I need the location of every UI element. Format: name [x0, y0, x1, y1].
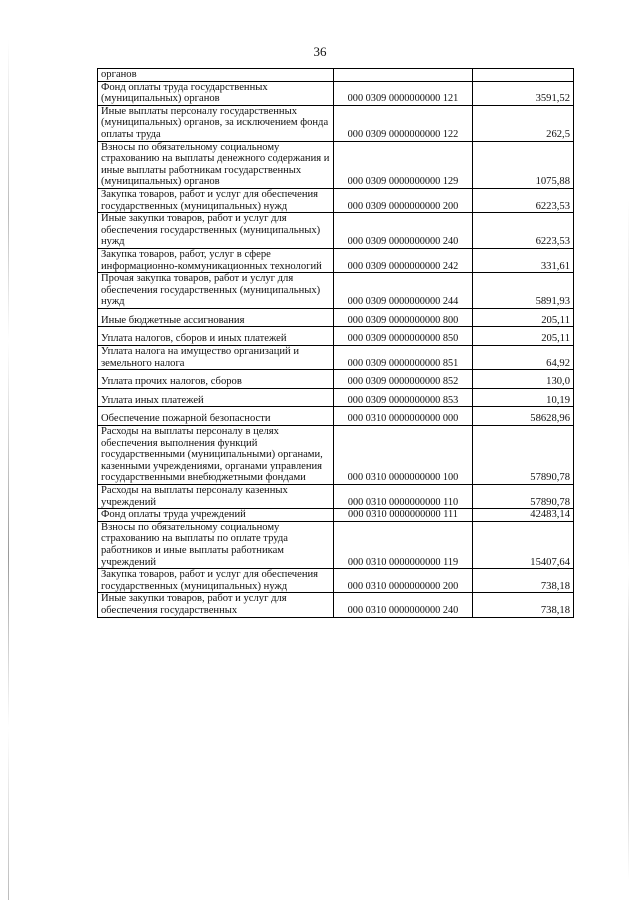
row-sum-cell: 6223,53 — [473, 213, 574, 249]
row-code-cell: 000 0309 0000000000 850 — [334, 327, 473, 346]
table-row — [98, 509, 574, 522]
table-row — [98, 569, 574, 593]
table-row — [98, 388, 574, 407]
table-row — [98, 308, 574, 327]
table-row — [98, 593, 574, 617]
page-number: 36 — [313, 44, 327, 59]
row-name-cell: Уплата иных платежей — [98, 388, 334, 407]
row-code-cell: 000 0309 0000000000 200 — [334, 188, 473, 212]
row-sum-cell: 3591,52 — [473, 81, 574, 105]
row-code-cell: 000 0310 0000000000 240 — [334, 593, 473, 617]
table-row — [98, 188, 574, 212]
table-row — [98, 485, 574, 509]
row-sum-cell: 205,11 — [473, 308, 574, 327]
row-code-cell: 000 0309 0000000000 121 — [334, 81, 473, 105]
row-sum-cell: 15407,64 — [473, 521, 574, 568]
row-sum-cell: 130,0 — [473, 370, 574, 389]
row-sum-cell — [473, 69, 574, 82]
row-sum-cell: 10,19 — [473, 388, 574, 407]
table-row — [98, 521, 574, 568]
row-name-cell: органов — [98, 69, 334, 82]
row-name-cell: Иные выплаты персоналу государственных (муниципальных) органов, за исключением фонда оплаты труда — [98, 105, 334, 141]
row-name-cell: Уплата прочих налогов, сборов — [98, 370, 334, 389]
table-row — [98, 407, 574, 426]
table-row — [98, 273, 574, 309]
row-name-cell: Взносы по обязательному социальному страхованию на выплаты по оплате труда работников и иные выплаты работникам учреждений — [98, 521, 334, 568]
row-code-cell: 000 0310 0000000000 119 — [334, 521, 473, 568]
row-name-cell: Фонд оплаты труда государственных (муниципальных) органов — [98, 81, 334, 105]
row-sum-cell: 6223,53 — [473, 188, 574, 212]
row-code-cell: 000 0310 0000000000 110 — [334, 485, 473, 509]
row-name-cell: Иные закупки товаров, работ и услуг для обеспечения государственных (муниципальных) нужд — [98, 213, 334, 249]
row-sum-cell: 1075,88 — [473, 141, 574, 188]
row-code-cell: 000 0309 0000000000 240 — [334, 213, 473, 249]
row-code-cell: 000 0310 0000000000 100 — [334, 426, 473, 485]
row-sum-cell: 57890,78 — [473, 485, 574, 509]
row-code-cell: 000 0309 0000000000 242 — [334, 248, 473, 272]
table-row — [98, 141, 574, 188]
scan-edge-mark-right — [628, 200, 629, 880]
scan-edge-mark-left — [8, 40, 9, 900]
row-code-cell: 000 0310 0000000000 111 — [334, 509, 473, 522]
row-sum-cell: 5891,93 — [473, 273, 574, 309]
row-name-cell: Фонд оплаты труда учреждений — [98, 509, 334, 522]
row-name-cell: Обеспечение пожарной безопасности — [98, 407, 334, 426]
row-name-cell: Прочая закупка товаров, работ и услуг для обеспечения государственных (муниципальных) нужд — [98, 273, 334, 309]
table-row — [98, 81, 574, 105]
row-code-cell: 000 0309 0000000000 122 — [334, 105, 473, 141]
row-sum-cell: 64,92 — [473, 346, 574, 370]
table-row — [98, 213, 574, 249]
row-code-cell: 000 0310 0000000000 200 — [334, 569, 473, 593]
table-row — [98, 327, 574, 346]
row-name-cell: Иные закупки товаров, работ и услуг для обеспечения государственных — [98, 593, 334, 617]
table-row — [98, 370, 574, 389]
row-sum-cell: 57890,78 — [473, 426, 574, 485]
row-code-cell — [334, 69, 473, 82]
row-code-cell: 000 0310 0000000000 000 — [334, 407, 473, 426]
row-name-cell: Закупка товаров, работ и услуг для обеспечения государственных (муниципальных) нужд — [98, 569, 334, 593]
row-code-cell: 000 0309 0000000000 853 — [334, 388, 473, 407]
row-name-cell: Закупка товаров, работ, услуг в сфере информационно-коммуникационных технологий — [98, 248, 334, 272]
table-row — [98, 105, 574, 141]
row-code-cell: 000 0309 0000000000 800 — [334, 308, 473, 327]
budget-table-body — [98, 69, 574, 618]
row-sum-cell: 58628,96 — [473, 407, 574, 426]
row-name-cell: Закупка товаров, работ и услуг для обеспечения государственных (муниципальных) нужд — [98, 188, 334, 212]
table-row — [98, 426, 574, 485]
row-name-cell: Расходы на выплаты персоналу казенных учреждений — [98, 485, 334, 509]
row-name-cell: Иные бюджетные ассигнования — [98, 308, 334, 327]
row-code-cell: 000 0309 0000000000 129 — [334, 141, 473, 188]
table-row — [98, 69, 574, 82]
row-name-cell: Взносы по обязательному социальному страхованию на выплаты денежного содержания и иные выплаты работникам государственных (муниципальных) органов — [98, 141, 334, 188]
row-name-cell: Расходы на выплаты персоналу в целях обеспечения выполнения функций государственными (муниципальными) органами, казенными учреждениями, органами управления государственными внебюджетными фондами — [98, 426, 334, 485]
row-name-cell: Уплата налога на имущество организаций и земельного налога — [98, 346, 334, 370]
row-name-cell: Уплата налогов, сборов и иных платежей — [98, 327, 334, 346]
row-sum-cell: 738,18 — [473, 569, 574, 593]
row-sum-cell: 205,11 — [473, 327, 574, 346]
table-row — [98, 248, 574, 272]
budget-table — [97, 68, 574, 618]
row-code-cell: 000 0309 0000000000 852 — [334, 370, 473, 389]
row-code-cell: 000 0309 0000000000 244 — [334, 273, 473, 309]
row-sum-cell: 42483,14 — [473, 509, 574, 522]
table-row — [98, 346, 574, 370]
row-code-cell: 000 0309 0000000000 851 — [334, 346, 473, 370]
row-sum-cell: 331,61 — [473, 248, 574, 272]
row-sum-cell: 738,18 — [473, 593, 574, 617]
row-sum-cell: 262,5 — [473, 105, 574, 141]
